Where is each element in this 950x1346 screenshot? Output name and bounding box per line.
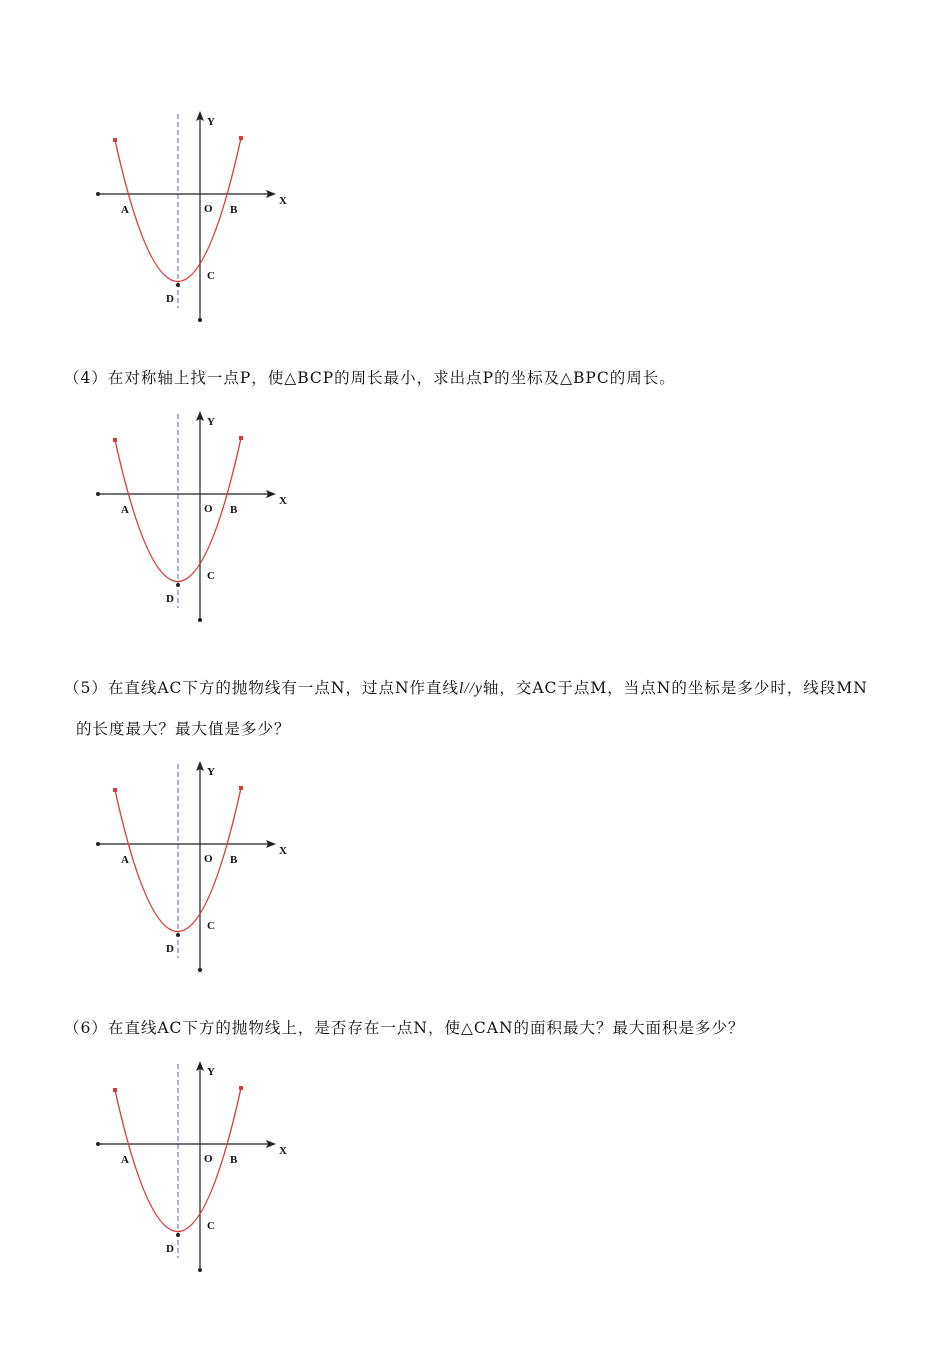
- curve-right-end: [239, 436, 243, 440]
- curve-left-end: [113, 138, 117, 142]
- y-axis-label: Y: [207, 1066, 215, 1078]
- point-a-label: A: [121, 854, 129, 866]
- x-axis-label: X: [279, 495, 287, 507]
- point-b-label: B: [230, 1154, 238, 1166]
- vertex-point: [176, 933, 180, 937]
- y-axis-end-dot: [198, 318, 202, 322]
- origin-label: O: [204, 203, 213, 215]
- question-6-text: （6）在直线AC下方的抛物线上，是否存在一点N，使△CAN的面积最大？最大面积是多少？: [64, 1019, 745, 1037]
- parabola-figure-3: [90, 758, 300, 978]
- vertex-point: [176, 583, 180, 587]
- parabola-graph: [90, 758, 300, 978]
- vertex-point: [176, 283, 180, 287]
- question-5-math: l//y: [459, 680, 483, 697]
- point-c-label: C: [207, 1220, 215, 1232]
- curve-left-end: [113, 1088, 117, 1092]
- question-5-line-2: 的长度最大？最大值是多少？: [76, 720, 291, 738]
- point-b-label: B: [230, 854, 238, 866]
- point-a-label: A: [121, 204, 129, 216]
- point-d-label: D: [166, 943, 174, 955]
- parabola-graph: [90, 408, 300, 628]
- question-6: [64, 1008, 904, 1048]
- point-c-label: C: [207, 270, 215, 282]
- curve-right-end: [239, 1086, 243, 1090]
- curve-left-end: [113, 438, 117, 442]
- y-axis-label: Y: [207, 116, 215, 128]
- parabola-figure-2: [90, 408, 300, 628]
- x-axis-label: X: [279, 845, 287, 857]
- origin-label: O: [204, 503, 213, 515]
- x-axis-start-dot: [96, 492, 100, 496]
- x-axis-start-dot: [96, 192, 100, 196]
- vertex-point: [176, 1233, 180, 1237]
- point-b-label: B: [230, 504, 238, 516]
- curve-right-end: [239, 136, 243, 140]
- parabola-graph: [90, 108, 300, 328]
- point-d-label: D: [166, 293, 174, 305]
- parabola-figure-1: [90, 108, 300, 328]
- question-4-text: （4）在对称轴上找一点P，使△BCP的周长最小，求出点P的坐标及△BPC的周长。: [64, 369, 676, 387]
- point-c-label: C: [207, 920, 215, 932]
- y-axis-end-dot: [198, 968, 202, 972]
- x-axis-label: X: [279, 1145, 287, 1157]
- x-axis-start-dot: [96, 1142, 100, 1146]
- curve-right-end: [239, 786, 243, 790]
- y-axis-end-dot: [198, 1268, 202, 1272]
- curve-left-end: [113, 788, 117, 792]
- point-a-label: A: [121, 1154, 129, 1166]
- question-5: [64, 668, 904, 749]
- question-5-text-part-2: 轴，交AC于点M，当点N的坐标是多少时，线段MN: [482, 679, 868, 697]
- origin-label: O: [204, 1153, 213, 1165]
- x-axis-start-dot: [96, 842, 100, 846]
- point-b-label: B: [230, 204, 238, 216]
- point-d-label: D: [166, 593, 174, 605]
- point-d-label: D: [166, 1243, 174, 1255]
- point-a-label: A: [121, 504, 129, 516]
- parabola-graph: [90, 1058, 300, 1278]
- y-axis-label: Y: [207, 766, 215, 778]
- parabola-figure-4: [90, 1058, 300, 1278]
- y-axis-end-dot: [198, 618, 202, 622]
- point-c-label: C: [207, 570, 215, 582]
- origin-label: O: [204, 853, 213, 865]
- question-4: [64, 358, 904, 398]
- y-axis-label: Y: [207, 416, 215, 428]
- x-axis-label: X: [279, 195, 287, 207]
- question-5-line-1: [64, 668, 904, 709]
- question-5-text-part-1: （5）在直线AC下方的抛物线有一点N，过点N作直线: [64, 679, 460, 697]
